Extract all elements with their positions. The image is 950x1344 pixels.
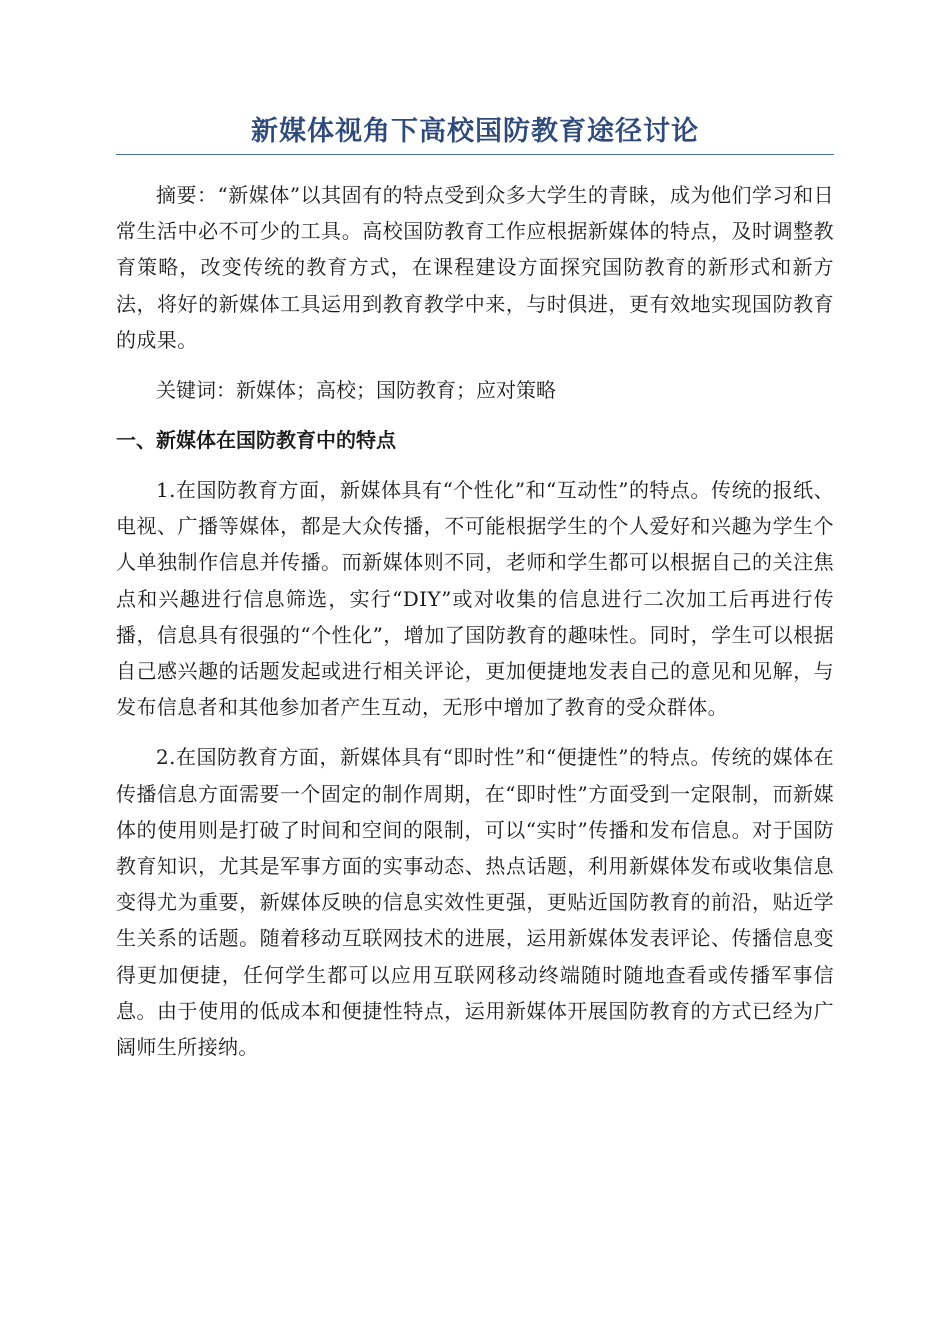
- section-heading: 一、新媒体在国防教育中的特点: [116, 428, 396, 453]
- keywords-line: 关键词：新媒体；高校；国防教育；应对策略: [156, 378, 556, 403]
- document-title: 新媒体视角下高校国防教育途径讨论: [251, 116, 699, 147]
- body-paragraph-2: 2.在国防教育方面，新媒体具有“即时性”和“便捷性”的特点。传统的媒体在传播信息方面需要一个固定的制作周期，在“即时性”方面受到一定限制，而新媒体的使用则是打破了时间和空间的限制，可以“实时”传播和发布信息。对于国防教育知识，尤其是军事方面的实事动态、热点话题，利用新媒体发布或收集信息变得尤为重要，新媒体反映的信息实效性更强，更贴近国防教育的前沿，贴近学生关系的话题。随着移动互联网技术的进展，运用新媒体发表评论、传播信息变得更加便捷，任何学生都可以应用互联网移动终端随时随地查看或传播军事信息。由于使用的低成本和便捷性特点，运用新媒体开展国防教育的方式已经为广阔师生所接纳。: [116, 745, 834, 1060]
- title-underline: [116, 154, 834, 155]
- body-paragraph-1: 1.在国防教育方面，新媒体具有“个性化”和“互动性”的特点。传统的报纸、电视、广播等媒体，都是大众传播，不可能根据学生的个人爱好和兴趣为学生个人单独制作信息并传播。而新媒体则不同，老师和学生都可以根据自己的关注焦点和兴趣进行信息筛选，实行“DIY”或对收集的信息进行二次加工后再进行传播，信息具有很强的“个性化”，增加了国防教育的趣味性。同时，学生可以根据自己感兴趣的话题发起或进行相关评论，更加便捷地发表自己的意见和见解，与发布信息者和其他参加者产生互动，无形中增加了教育的受众群体。: [116, 478, 834, 720]
- document-page: [116, 112, 834, 1065]
- abstract-paragraph: 摘要：“新媒体”以其固有的特点受到众多大学生的青睐，成为他们学习和日常生活中必不可少的工具。高校国防教育工作应根据新媒体的特点，及时调整教育策略，改变传统的教育方式，在课程建设方面探究国防教育的新形式和新方法，将好的新媒体工具运用到教育教学中来，与时俱进，更有效地实现国防教育的成果。: [116, 183, 834, 352]
